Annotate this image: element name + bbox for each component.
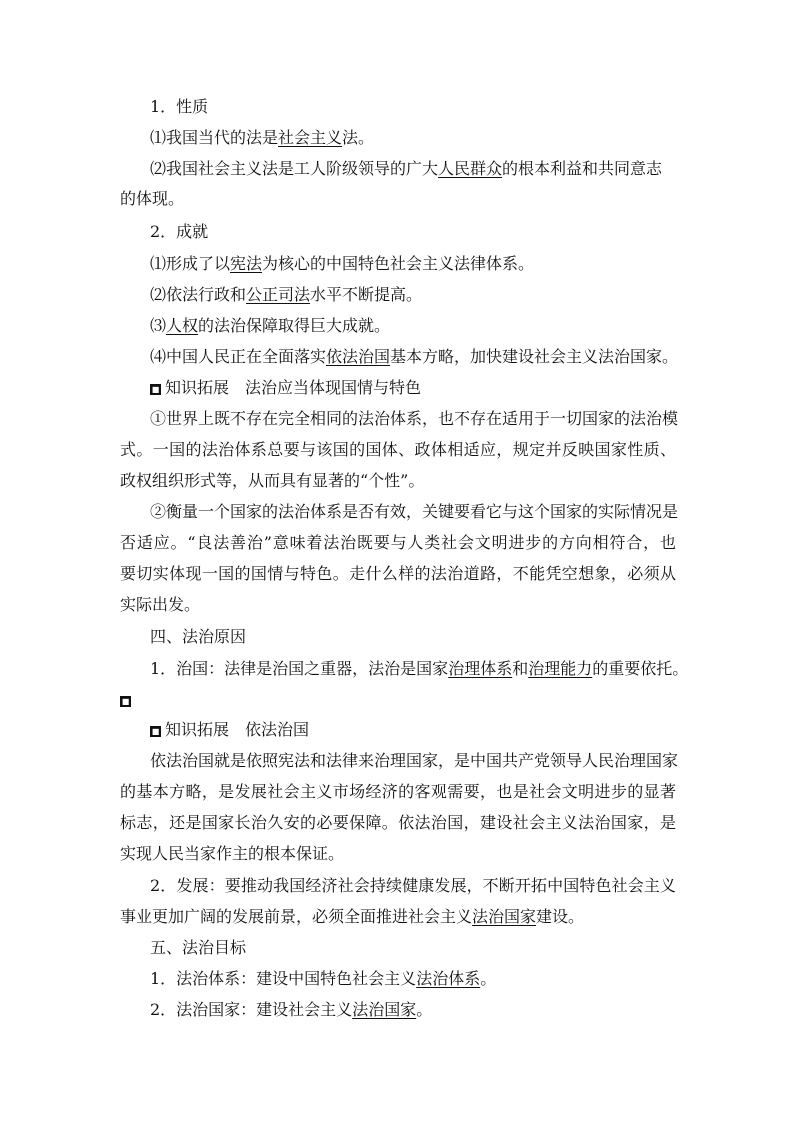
answer-underline: 法治体系 [416,969,481,988]
paragraph: ①世界上既不存在完全相同的法治体系，也不存在适用于一切国家的法治模 [150,409,679,428]
paragraph: 1．法治体系：建设中国特色社会主义法治体系。 [150,969,497,988]
answer-underline: 法治国家 [352,1000,417,1019]
paragraph: ⑵我国社会主义法是工人阶级领导的广大人民群众的根本利益和共同意志 [150,159,663,178]
answer-underline: 法治国家 [472,907,537,926]
paragraph: ⑷中国人民正在全面落实依法治国基本方略，加快建设社会主义法治国家。 [150,347,679,366]
paragraph-continuation: 政权组织形式等，从而具有显著的“个性”。 [120,471,425,490]
extension-icon: ■ [151,727,160,736]
paragraph: 依法治国就是依照宪法和法律来治理国家，是中国共产党领导人民治理国家 [150,751,679,770]
answer-underline: 依法治国 [326,347,391,366]
paragraph-continuation: 事业更加广阔的发展前景，必须全面推进社会主义法治国家建设。 [120,907,585,926]
paragraph: 2．法治国家：建设社会主义法治国家。 [150,1000,433,1019]
answer-underline: 社会主义 [278,128,343,147]
answer-underline: 治理体系 [448,659,513,678]
paragraph-continuation: 的体现。 [120,189,185,208]
paragraph: ②衡量一个国家的法治体系是否有效，关键要看它与这个国家的实际情况是 [150,502,679,521]
paragraph-continuation: 标志，还是国家长治久安的必要保障。依法治国，建设社会主义法治国家，是 [120,813,676,832]
marker-icon: ■ [121,697,130,706]
answer-underline: 治理能力 [528,659,593,678]
extension-icon: ■ [151,385,160,394]
section-heading-nature: 1．性质 [150,97,209,116]
paragraph: ⑶人权的法治保障取得巨大成就。 [150,316,391,335]
answer-underline: 人权 [166,316,199,335]
paragraph-continuation: 否适应。“良法善治”意味着法治既要与人类社会文明进步的方向相符合，也 [120,533,676,552]
paragraph: 2．发展：要推动我国经济社会持续健康发展，不断开拓中国特色社会主义 [150,876,676,895]
paragraph: 1．治国：法律是治国之重器，法治是国家治理体系和治理能力的重要依托。 [150,659,689,678]
paragraph: ⑵依法行政和公正司法水平不断提高。 [150,285,423,304]
knowledge-extension-title: ■ 知识拓展 法治应当体现国情与特色 [151,378,422,397]
section-heading-achievement: 2．成就 [150,222,209,241]
paragraph-continuation: 的基本方略，是发展社会主义市场经济的客观需要，也是社会文明进步的显著 [120,782,676,801]
section-heading-goal: 五、法治目标 [150,938,247,957]
answer-underline: 人民群众 [438,159,503,178]
answer-underline: 公正司法 [246,285,311,304]
marker-row [120,690,676,710]
paragraph-continuation: 要切实体现一国的国情与特色。走什么样的法治道路，不能凭空想象，必须从 [120,564,676,583]
answer-underline: 宪法 [230,254,263,273]
section-heading-reason: 四、法治原因 [150,627,247,646]
knowledge-extension-title: ■ 知识拓展 依法治国 [151,720,310,739]
paragraph-continuation: 实际出发。 [120,595,201,614]
paragraph-continuation: 实现人民当家作主的根本保证。 [120,844,345,863]
paragraph: ⑴我国当代的法是社会主义法。 [150,128,375,147]
paragraph: ⑴形成了以宪法为核心的中国特色社会主义法律体系。 [150,254,535,273]
paragraph-continuation: 式。一国的法治体系总要与该国的国体、政体相适应，规定并反映国家性质、 [120,440,676,459]
